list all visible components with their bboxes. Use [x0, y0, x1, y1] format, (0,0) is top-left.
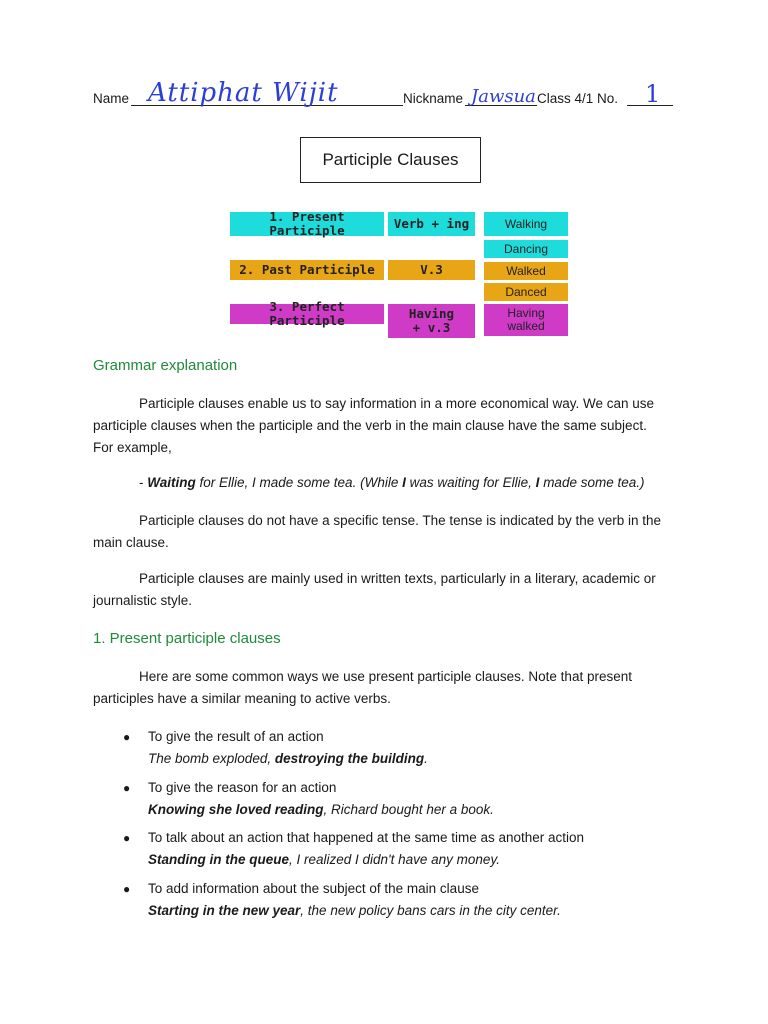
nickname-handwriting: Jawsua — [471, 86, 536, 107]
grammar-heading: Grammar explanation — [93, 357, 238, 374]
number-handwriting: 1 — [645, 80, 661, 108]
perfect-participle-type: 3. Perfect Participle — [230, 304, 384, 324]
class-label: Class 4/1 No. — [537, 91, 619, 106]
bullet-icon: ● — [123, 781, 131, 795]
grammar-paragraph-1: Participle clauses enable us to say information in a more economical way. We can use participle clauses when the participle and the verb in the main clause have the same subject. For example, — [93, 396, 655, 455]
example-walking: Walking — [484, 212, 568, 236]
past-participle-type: 2. Past Participle — [230, 260, 384, 280]
grammar-paragraph-3: Participle clauses are mainly used in written texts, particularly in a literary, academic or journalistic style. — [93, 571, 656, 608]
name-label: Name — [93, 91, 130, 106]
present-participle-type: 1. Present Participle — [230, 212, 384, 236]
list-item: To give the reason for an action Knowing she loved reading, Richard bought her a book. — [148, 780, 494, 817]
example-danced: Danced — [484, 283, 568, 301]
list-item: To give the result of an action The bomb exploded, destroying the building. — [148, 729, 428, 766]
page-title: Participle Clauses — [300, 137, 481, 183]
bullet-icon: ● — [123, 730, 131, 744]
bullet-icon: ● — [123, 882, 131, 896]
bullet-icon: ● — [123, 831, 131, 845]
student-info-header — [93, 78, 683, 114]
list-item: To talk about an action that happened at the same time as another action Standing in the queue, I realized I didn't have any money. — [148, 830, 585, 867]
perfect-participle-form: Having + v.3 — [388, 304, 475, 338]
example-dancing: Dancing — [484, 240, 568, 258]
present-participle-form: Verb + ing — [388, 212, 475, 236]
present-participle-heading: 1. Present participle clauses — [93, 630, 281, 647]
grammar-example: - Waiting for Ellie, I made some tea. (While I was waiting for Ellie, I made some tea.) — [139, 475, 645, 490]
nickname-label: Nickname — [403, 91, 464, 106]
past-participle-form: V.3 — [388, 260, 475, 280]
list-item: To add information about the subject of the main clause Starting in the new year, the new policy bans cars in the city center. — [148, 881, 561, 918]
grammar-paragraph-2: Participle clauses do not have a specific tense. The tense is indicated by the verb in the main clause. — [93, 513, 662, 550]
name-handwriting: Attiphat Wijit — [148, 78, 339, 108]
example-having-walked: Having walked — [484, 304, 568, 336]
present-participle-intro: Here are some common ways we use present participle clauses. Note that present participles have a similar meaning to active verbs. — [93, 669, 632, 706]
example-walked: Walked — [484, 262, 568, 280]
